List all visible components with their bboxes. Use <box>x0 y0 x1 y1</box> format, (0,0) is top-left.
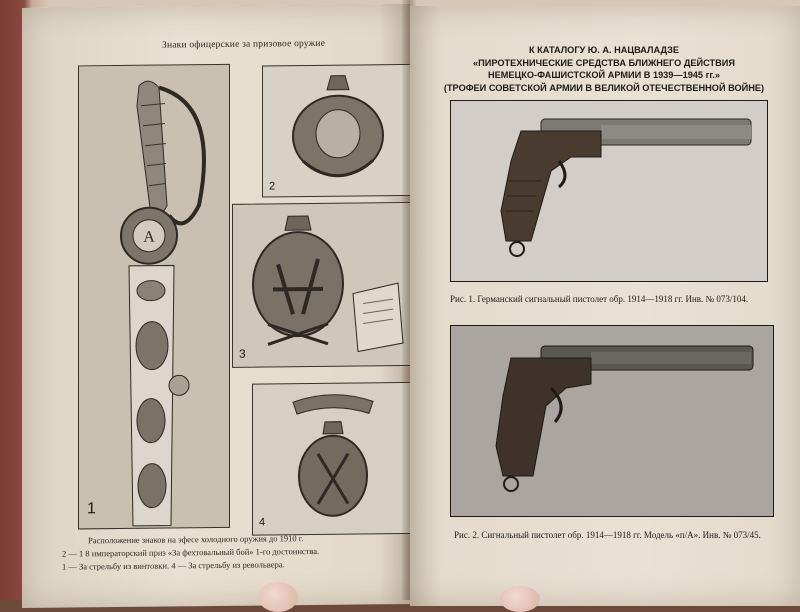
plate-1-sword-hilt <box>78 64 230 530</box>
left-page <box>22 4 410 608</box>
ribbon-badge-illustration <box>253 383 413 535</box>
left-caption-line-1: Расположение знаков на эфесе холодного оружия до 1910 г. <box>88 533 304 546</box>
figure-1-caption: Рис. 1. Германский сигнальный пистолет обр. 1914—1918 гг. Инв. № 073/104. <box>450 294 749 304</box>
left-caption-line-3: 1 — За стрельбу из винтовки. 4 — За стрельбу из револьвера. <box>62 559 285 572</box>
svg-text:A: A <box>143 228 155 246</box>
left-running-head: Знаки офицерские за призовое оружие <box>162 38 326 51</box>
header-line-4: (ТРОФЕИ СОВЕТСКОЙ АРМИИ В ВЕЛИКОЙ ОТЕЧЕСТВЕННОЙ ВОЙНЕ) <box>443 82 765 93</box>
plate-number: 1 <box>87 500 96 518</box>
figure-2-caption: Рис. 2. Сигнальный пистолет обр. 1914—1918 гг. Модель «п/А». Инв. № 073/45. <box>454 530 761 540</box>
plate-number: 4 <box>259 516 266 529</box>
right-page-header <box>418 44 790 94</box>
plate-2-wreath-badge <box>262 64 414 198</box>
monogram-badge-illustration <box>233 203 413 367</box>
figure-2-photo <box>450 325 774 517</box>
plate-4-ribbon-badge <box>252 382 414 536</box>
plate-3-monogram-badge <box>232 202 414 368</box>
header-line-3: НЕМЕЦКО-ФАШИСТСКОЙ АРМИИ В 1939—1945 гг.» <box>488 70 720 80</box>
header-line-2: «ПИРОТЕХНИЧЕСКИЕ СРЕДСТВА БЛИЖНЕГО ДЕЙСТВИЯ <box>473 57 735 68</box>
sword-hilt-illustration <box>79 65 229 529</box>
figure-1-photo <box>450 100 768 282</box>
header-line-1: К КАТАЛОГУ Ю. А. НАЦВАЛАДЗЕ <box>529 45 679 55</box>
plate-number: 3 <box>239 346 246 361</box>
flare-pistol-2-image <box>451 326 773 516</box>
left-caption-line-2: 2 — 1 8 императорский приз «За фехтовальный бой» 1-го достоинства. <box>62 545 320 559</box>
plate-number: 2 <box>269 180 276 193</box>
wreath-badge-illustration <box>263 65 413 197</box>
flare-pistol-1-image <box>451 101 767 281</box>
fingertip-center <box>500 586 540 612</box>
fingertip-left <box>258 582 298 612</box>
